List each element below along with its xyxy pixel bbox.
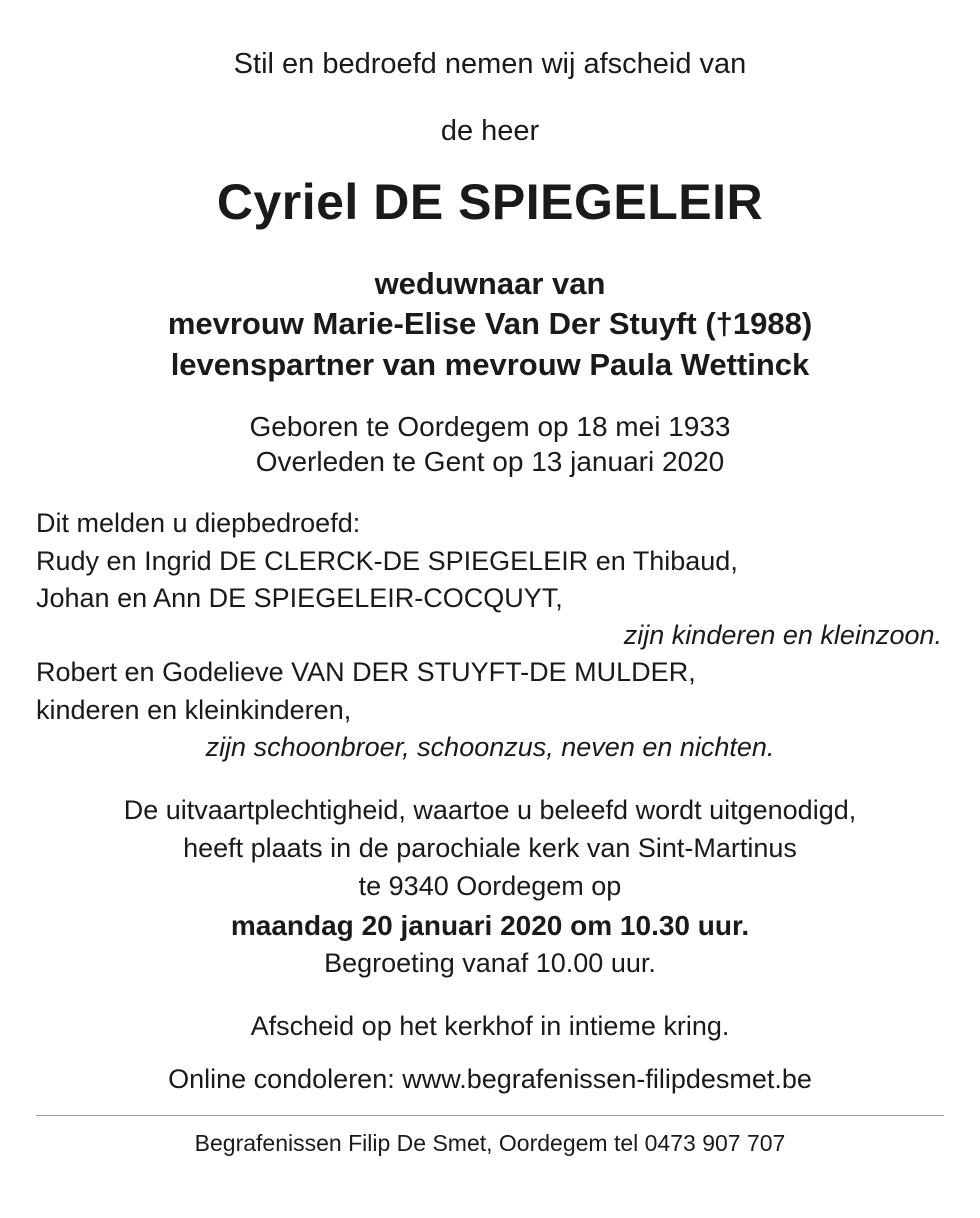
service-line-5: Begroeting vanaf 10.00 uur.	[324, 947, 656, 978]
family-block	[36, 505, 944, 766]
family-note-1: zijn kinderen en kleinzoon.	[623, 620, 942, 651]
family-line-3: Robert en Godelieve VAN DER STUYFT-DE MULDER,	[36, 657, 696, 688]
birth-line: Geboren te Oordegem op 18 mei 1933	[249, 410, 731, 442]
service-datetime: maandag 20 januari 2020 om 10.30 uur.	[230, 909, 750, 941]
closing-text: Afscheid op het kerkhof in intieme kring.	[250, 1010, 730, 1041]
family-line-1: Rudy en Ingrid DE CLERCK-DE SPIEGELEIR en Thibaud,	[36, 545, 738, 576]
family-line-4: kinderen en kleinkinderen,	[36, 694, 352, 725]
relation-line-2: mevrouw Marie-Elise Van Der Stuyft (†1988)	[167, 306, 813, 342]
service-line-3: te 9340 Oordegem op	[358, 870, 622, 901]
family-note-2: zijn schoonbroer, schoonzus, neven en nichten.	[205, 731, 775, 762]
footer-divider	[36, 1115, 944, 1116]
relations-block	[168, 264, 812, 385]
family-line-2: Johan en Ann DE SPIEGELEIR-COCQUYT,	[36, 582, 563, 613]
service-block	[124, 792, 856, 982]
life-dates	[250, 409, 731, 480]
deceased-name: Cyriel DE SPIEGELEIR	[216, 174, 764, 231]
salutation-text: de heer	[440, 114, 540, 147]
family-announce: Dit melden u diepbedroefd:	[36, 508, 361, 539]
death-line: Overleden te Gent op 13 januari 2020	[255, 446, 725, 478]
footer-text: Begrafenissen Filip De Smet, Oordegem tel 0473 907 707	[194, 1129, 786, 1156]
service-line-2: heeft plaats in de parochiale kerk van Sint-Martinus	[183, 833, 797, 864]
online-condolences[interactable]: Online condoleren: www.begrafenissen-filipdesmet.be	[168, 1063, 812, 1094]
intro-text: Stil en bedroefd nemen wij afscheid van	[233, 48, 747, 80]
relation-line-1: weduwnaar van	[374, 266, 606, 302]
relation-line-3: levenspartner van mevrouw Paula Wettinck	[170, 346, 810, 382]
service-line-1: De uitvaartplechtigheid, waartoe u beleefd wordt uitgenodigd,	[123, 795, 857, 826]
